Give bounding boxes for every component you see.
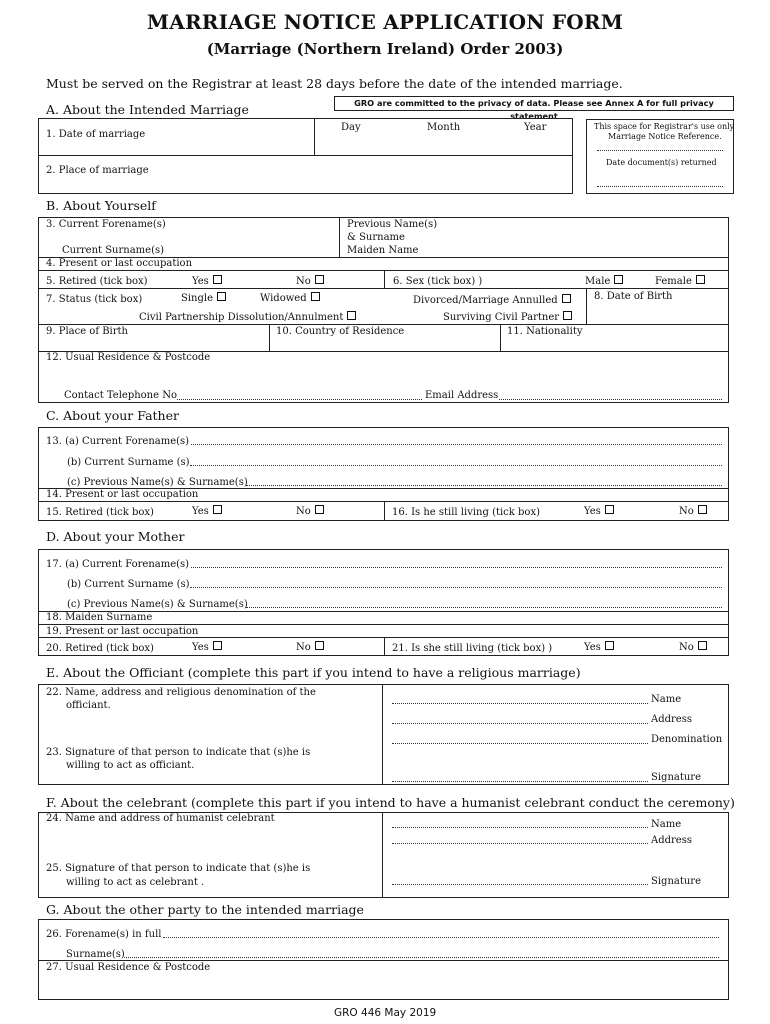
q18-label: 18. Maiden Surname: [46, 612, 153, 623]
status-divorced[interactable]: Divorced/Marriage Annulled: [413, 294, 571, 306]
q15-label: 15. Retired (tick box): [46, 507, 154, 518]
q2-label: 2. Place of marriage: [46, 165, 149, 176]
date-of-birth-field[interactable]: [588, 304, 726, 323]
father-surname-field[interactable]: [190, 465, 722, 466]
father-living-no[interactable]: No: [679, 505, 707, 517]
celebrant-signature-field[interactable]: [392, 884, 648, 885]
q27-label: 27. Usual Residence & Postcode: [46, 962, 211, 973]
q17c-label: (c) Previous Name(s) & Surname(s): [67, 599, 248, 610]
occupation-field[interactable]: [200, 258, 725, 270]
status-widowed[interactable]: Widowed: [260, 292, 320, 304]
mother-retired-no[interactable]: No: [296, 641, 324, 653]
email-label: Email Address: [425, 390, 499, 401]
checkbox[interactable]: [347, 311, 356, 320]
q20-label: 20. Retired (tick box): [46, 643, 154, 654]
q17a-label: 17. (a) Current Forename(s): [46, 559, 190, 570]
form-title: MARRIAGE NOTICE APPLICATION FORM: [146, 10, 624, 34]
mother-surname-field[interactable]: [190, 587, 722, 588]
q23-label-2: willing to act as officiant.: [66, 760, 195, 771]
checkbox[interactable]: [213, 641, 222, 650]
q4-label: 4. Present or last occupation: [46, 258, 193, 269]
mother-occupation-field[interactable]: [200, 625, 725, 636]
checkbox[interactable]: [698, 505, 707, 514]
month-label: Month: [427, 122, 461, 133]
checkbox[interactable]: [315, 641, 324, 650]
celebrant-name-field[interactable]: [392, 827, 648, 828]
q10-label: 10. Country of Residence: [276, 326, 405, 337]
q14-label: 14. Present or last occupation: [46, 489, 199, 500]
checkbox[interactable]: [696, 275, 705, 284]
father-retired-no[interactable]: No: [296, 505, 324, 517]
checkbox[interactable]: [698, 641, 707, 650]
q9-label: 9. Place of Birth: [46, 326, 128, 337]
registrar-note: This space for Registrar's use only: [594, 122, 735, 131]
date-of-marriage-field[interactable]: [315, 118, 572, 154]
celebrant-address-label: Address: [651, 835, 692, 846]
q24-label: 24. Name and address of humanist celebrant: [46, 813, 275, 824]
prev-name-label: Previous Name(s): [347, 219, 438, 230]
section-f-title: F. About the celebrant (complete this part if you intend to have a humanist celebrant conduct the ceremony): [46, 795, 735, 810]
q12-label: 12. Usual Residence & Postcode: [46, 352, 211, 363]
checkbox[interactable]: [605, 505, 614, 514]
q16-label: 16. Is he still living (tick box): [392, 507, 540, 518]
officiant-address-field[interactable]: [392, 723, 648, 724]
celebrant-address-field[interactable]: [392, 843, 648, 844]
section-g-title: G. About the other party to the intended marriage: [46, 902, 364, 917]
section-b-title: B. About Yourself: [46, 198, 156, 213]
q8-label: 8. Date of Birth: [594, 291, 673, 302]
form-subtitle: (Marriage (Northern Ireland) Order 2003): [206, 40, 564, 58]
officiant-name-label: Name: [651, 694, 682, 705]
mother-living-no[interactable]: No: [679, 641, 707, 653]
q23-label: 23. Signature of that person to indicate that (s)he is: [46, 747, 311, 758]
officiant-signature-field[interactable]: [392, 781, 648, 782]
q11-label: 11. Nationality: [507, 326, 583, 337]
usual-residence-field[interactable]: [46, 365, 724, 387]
q22-label-2: officiant.: [66, 700, 111, 711]
checkbox[interactable]: [563, 311, 572, 320]
checkbox[interactable]: [311, 292, 320, 301]
q25-label: 25. Signature of that person to indicate that (s)he is: [46, 863, 311, 874]
q1-label: 1. Date of marriage: [46, 129, 146, 140]
other-residence-field[interactable]: [46, 975, 724, 997]
checkbox[interactable]: [614, 275, 623, 284]
q22-label: 22. Name, address and religious denomination of the: [46, 687, 316, 698]
footer-code: GRO 446 May 2019: [334, 1007, 437, 1019]
checkbox[interactable]: [562, 294, 571, 303]
section-c-title: C. About your Father: [46, 408, 179, 423]
forename-surname-field[interactable]: [150, 218, 335, 256]
section-a-title: A. About the Intended Marriage: [46, 102, 249, 117]
celebrant-signature-label: Signature: [651, 876, 702, 887]
checkbox[interactable]: [315, 275, 324, 284]
other-forename-field[interactable]: [163, 937, 719, 938]
checkbox[interactable]: [315, 505, 324, 514]
q13c-label: (c) Previous Name(s) & Surname(s): [67, 477, 248, 488]
father-living-yes[interactable]: Yes: [584, 505, 614, 517]
officiant-denomination-label: Denomination: [651, 734, 723, 745]
q7-label: 7. Status (tick box): [46, 294, 143, 305]
q26-label: 26. Forename(s) in full: [46, 929, 162, 940]
surname-label: Current Surname(s): [62, 245, 165, 256]
q6-label: 6. Sex (tick box) ): [393, 276, 483, 287]
previous-names-field[interactable]: [420, 218, 725, 256]
privacy-notice: GRO are committed to the privacy of data. Please see Annex A for full privacy statement: [334, 96, 734, 111]
place-of-marriage-field[interactable]: [200, 157, 570, 192]
registrar-note-3: Date document(s) returned: [606, 158, 717, 167]
section-d-title: D. About your Mother: [46, 529, 185, 544]
sex-female[interactable]: Female: [655, 275, 705, 287]
checkbox[interactable]: [605, 641, 614, 650]
father-previous-names-field[interactable]: [246, 485, 722, 486]
father-forename-field[interactable]: [191, 444, 722, 445]
q13a-label: 13. (a) Current Forename(s): [46, 436, 190, 447]
checkbox[interactable]: [213, 505, 222, 514]
phone-label: Contact Telephone No: [64, 390, 177, 401]
mother-retired-yes[interactable]: Yes: [192, 641, 222, 653]
q25-label-2: willing to act as celebrant .: [66, 877, 205, 888]
other-surname-label: Surname(s): [66, 949, 125, 960]
status-single[interactable]: Single: [181, 292, 226, 304]
officiant-denomination-field[interactable]: [392, 743, 648, 744]
phone-field[interactable]: [177, 399, 422, 400]
prev-surname-label: & Surname: [347, 232, 405, 243]
registrar-note-2: Marriage Notice Reference.: [608, 132, 722, 141]
q17b-label: (b) Current Surname (s): [67, 579, 190, 590]
email-field[interactable]: [499, 399, 722, 400]
maiden-name-label: Maiden Name: [347, 245, 419, 256]
mother-previous-names-field[interactable]: [246, 607, 722, 608]
q21-label: 21. Is she still living (tick box) ): [392, 643, 553, 654]
father-occupation-field[interactable]: [200, 489, 725, 500]
sex-male[interactable]: Male: [585, 275, 623, 287]
status-civil-dissolution[interactable]: Civil Partnership Dissolution/Annulment: [139, 311, 356, 323]
maiden-surname-field[interactable]: [160, 612, 725, 623]
q5-label: 5. Retired (tick box): [46, 276, 148, 287]
officiant-address-label: Address: [651, 714, 692, 725]
checkbox[interactable]: [217, 292, 226, 301]
intro-text: Must be served on the Registrar at least 28 days before the date of the intended marriage.: [46, 76, 623, 91]
other-surname-field[interactable]: [124, 957, 719, 958]
q3-label: 3. Current Forename(s): [46, 219, 166, 230]
officiant-signature-label: Signature: [651, 772, 702, 783]
celebrant-name-label: Name: [651, 819, 682, 830]
section-e-title: E. About the Officiant (complete this part if you intend to have a religious marriage): [46, 665, 581, 680]
father-retired-yes[interactable]: Yes: [192, 505, 222, 517]
mother-forename-field[interactable]: [191, 567, 722, 568]
year-label: Year: [524, 122, 547, 133]
retired-yes[interactable]: Yes: [192, 275, 222, 287]
checkbox[interactable]: [213, 275, 222, 284]
officiant-name-field[interactable]: [392, 703, 648, 704]
q13b-label: (b) Current Surname (s): [67, 457, 190, 468]
retired-no[interactable]: No: [296, 275, 324, 287]
q19-label: 19. Present or last occupation: [46, 626, 199, 637]
mother-living-yes[interactable]: Yes: [584, 641, 614, 653]
day-label: Day: [341, 122, 361, 133]
status-surviving-partner[interactable]: Surviving Civil Partner: [443, 311, 572, 323]
